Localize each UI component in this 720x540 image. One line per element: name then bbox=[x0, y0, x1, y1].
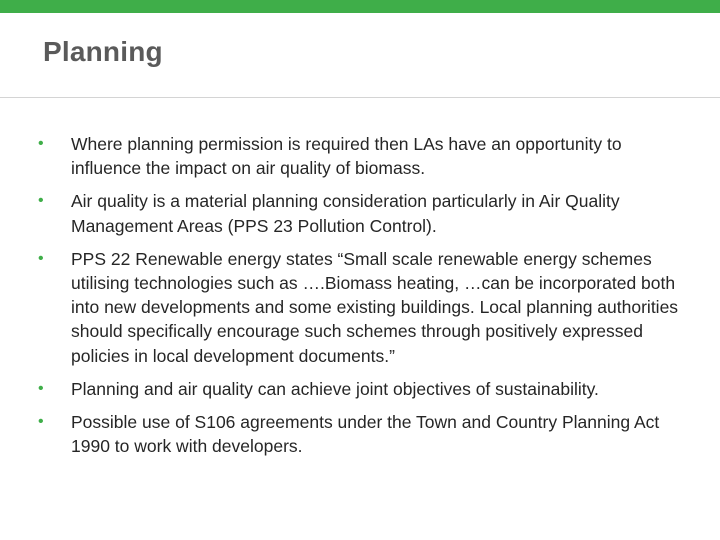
title-divider bbox=[0, 97, 720, 98]
bullet-text: Air quality is a material planning consideration particularly in Air Quality Management Areas (PPS 23 Pollution Control). bbox=[71, 191, 620, 236]
accent-bar bbox=[0, 0, 720, 13]
bullet-dot-icon: • bbox=[38, 413, 44, 431]
bullet-item bbox=[38, 247, 688, 368]
bullet-text: Where planning permission is required then LAs have an opportunity to influence the impact on air quality of biomass. bbox=[71, 134, 622, 179]
bullet-dot-icon: • bbox=[38, 135, 44, 152]
bullet-text: Planning and air quality can achieve joint objectives of sustainability. bbox=[71, 378, 599, 399]
bullet-dot-icon: • bbox=[38, 379, 44, 397]
bullet-dot-icon: • bbox=[38, 192, 44, 210]
bullet-item bbox=[38, 377, 688, 401]
bullet-item bbox=[38, 410, 688, 458]
bullet-dot-icon: • bbox=[38, 249, 44, 267]
bullet-text: Possible use of S106 agreements under the Town and Country Planning Act 1990 to work with developers. bbox=[71, 412, 660, 457]
bullet-item bbox=[38, 189, 688, 237]
slide-title: Planning bbox=[43, 36, 163, 67]
bullet-item bbox=[38, 132, 688, 180]
bullet-text: PPS 22 Renewable energy states “Small scale renewable energy schemes utilising technologies such as ….Biomass heating, …can be incorporated both into new developments and some existing buildings. Local planning authorities should specifically encourage such schemes through positively expressed policies in local development documents.” bbox=[71, 248, 679, 366]
bullet-list bbox=[38, 132, 688, 467]
